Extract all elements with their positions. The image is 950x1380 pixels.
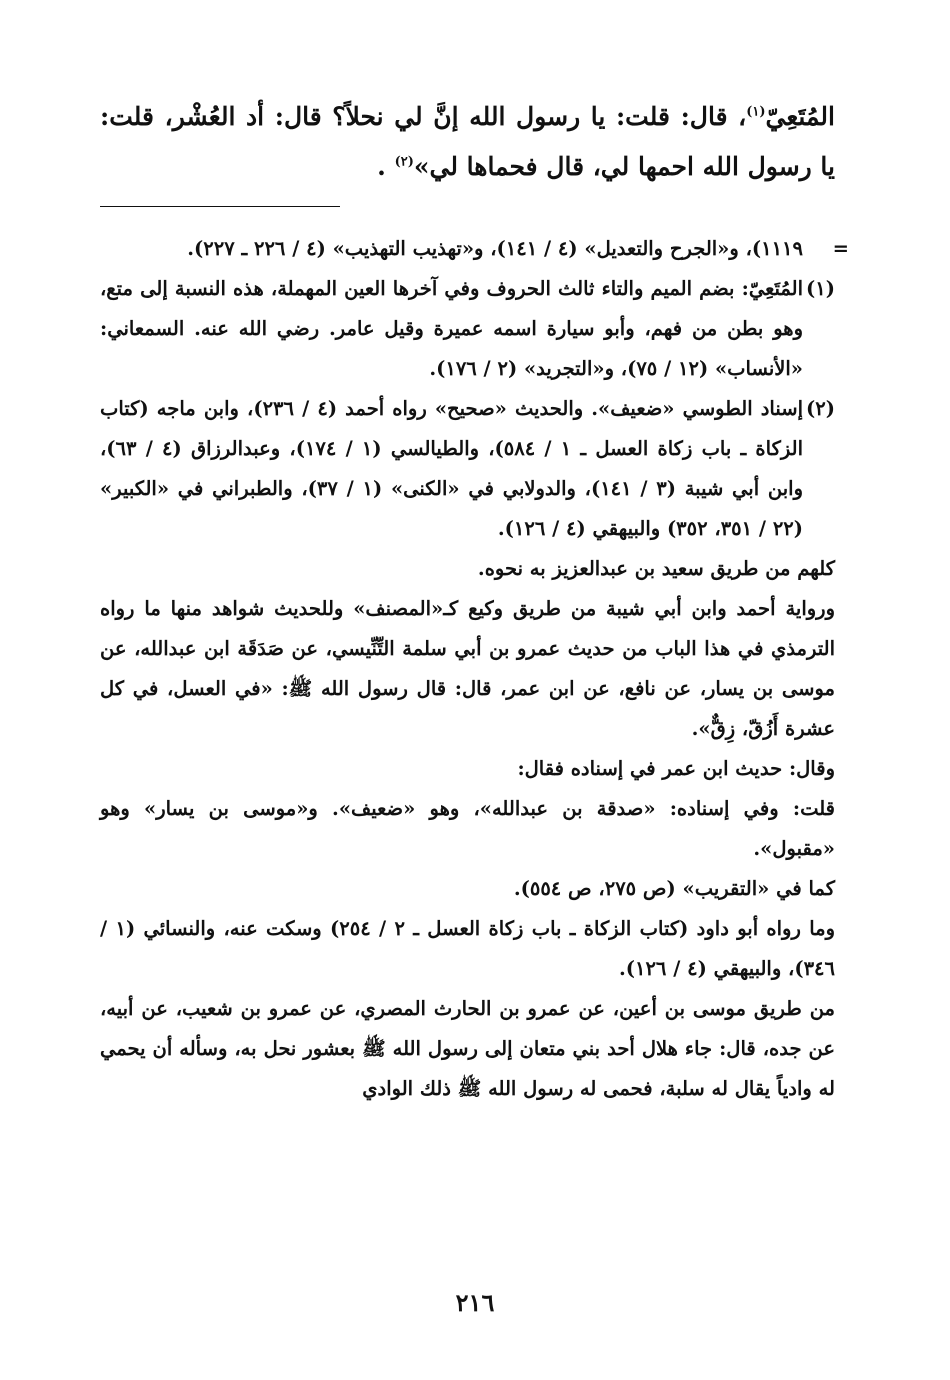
footnote-1 xyxy=(100,269,835,389)
footnote-2-number: (٢) xyxy=(806,397,835,420)
footnote-paragraph: وقال: حديث ابن عمر في إسناده فقال: xyxy=(517,757,835,780)
footnote-1-text: المُتَعِيّ: بضم الميم والتاء ثالث الحروف وفي آخرها العين المهملة، هذه النسبة إلى متع، وهو بطن من فهم، وأبو سيارة اسمه عميرة وقيل عامر. رضي الله عنه. السمعاني: «الأنساب» (١٢ / ٧٥)، و«التجريد» (٢ / ١٧٦). xyxy=(100,277,803,380)
footnote-ref-2: (٢) xyxy=(394,154,414,170)
footnote-paragraph: كما في «التقريب» (ص ٢٧٥، ص ٥٥٤). xyxy=(513,877,835,900)
footnote-paragraph: وما رواه أبو داود (كتاب الزكاة ـ باب زكاة العسل ـ ٢ / ٢٥٤) وسكت عنه، والنسائي (١ / ٣٤٦)، والبيهقي (٤ / ١٢٦). xyxy=(100,917,836,980)
main-text xyxy=(100,92,835,192)
page-body xyxy=(100,92,849,1109)
page-number: ٢١٦ xyxy=(455,1288,495,1317)
footnote-paragraph: من طريق موسى بن أعين، عن عمرو بن الحارث المصري، عن عمرو بن شعيب، عن أبيه، عن جده، قال: جاء هلال أحد بني متعان إلى رسول الله ﷺ بعشور نحل به، وسأله أن يحمي له وادياً يقال له سلبة، فحمى له رسول الله ﷺ ذلك الوادي xyxy=(100,997,835,1100)
footnotes xyxy=(100,229,849,1109)
footnote-paragraph: كلهم من طريق سعيد بن عبدالعزيز به نحوه. xyxy=(477,557,835,580)
footnote-paragraph: ورواية أحمد وابن أبي شيبة من طريق وكيع كـ«المصنف» وللحديث شواهد منها ما رواه الترمذي في هذا الباب من حديث عمرو بن أبي سلمة التِّنِّيسي، عن صَدَقَة ابن عبدالله، عن موسى بن يسار، عن نافع، عن ابن عمر، قال: قال رسول الله ﷺ: «في العسل، في كل عشرة أَزُقّ، زِقٌّ». xyxy=(100,597,835,740)
footnote-ref-1: (١) xyxy=(746,104,766,120)
footnote-2 xyxy=(100,389,835,549)
main-paragraph xyxy=(100,92,835,192)
continuation-mark: = xyxy=(832,237,849,260)
main-text-end: . xyxy=(377,152,395,181)
footnote-paragraph: قلت: وفي إسناده: «صدقة بن عبدالله»، وهو «ضعيف». و«موسى بن يسار» وهو «مقبول». xyxy=(100,797,835,860)
footnote-2-text: إسناد الطوسي «ضعيف». والحديث «صحيح» رواه أحمد (٤ / ٢٣٦)، وابن ماجه (كتاب الزكاة ـ باب زكاة العسل ـ ١ / ٥٨٤)، والطيالسي (١ / ١٧٤)، وعبدالرزاق (٤ / ٦٣)، وابن أبي شيبة (٣ / ١٤١)، والدولابي في «الكنى» (١ / ٣٧)، والطبراني في «الكبير» (٢٢ / ٣٥١، ٣٥٢) والبيهقي (٤ / ١٢٦). xyxy=(100,397,804,540)
footnote-1-number: (١) xyxy=(806,277,835,300)
main-text-body: ، قال: قلت: يا رسول الله إنَّ لي نحلاً؟ قال: أد العُشْر، قلت: يا رسول الله احمها لي، قال فحماها لي» xyxy=(100,102,835,181)
main-word-mutai: المُتَعِيّ xyxy=(765,102,835,131)
footnote-continuation xyxy=(100,229,849,269)
continuation-text: ١١١٩)، و«الجرح والتعديل» (٤ / ١٤١)، و«تهذيب التهذيب» (٤ / ٢٢٦ ـ ٢٢٧). xyxy=(187,237,803,260)
footnote-separator xyxy=(100,206,340,207)
